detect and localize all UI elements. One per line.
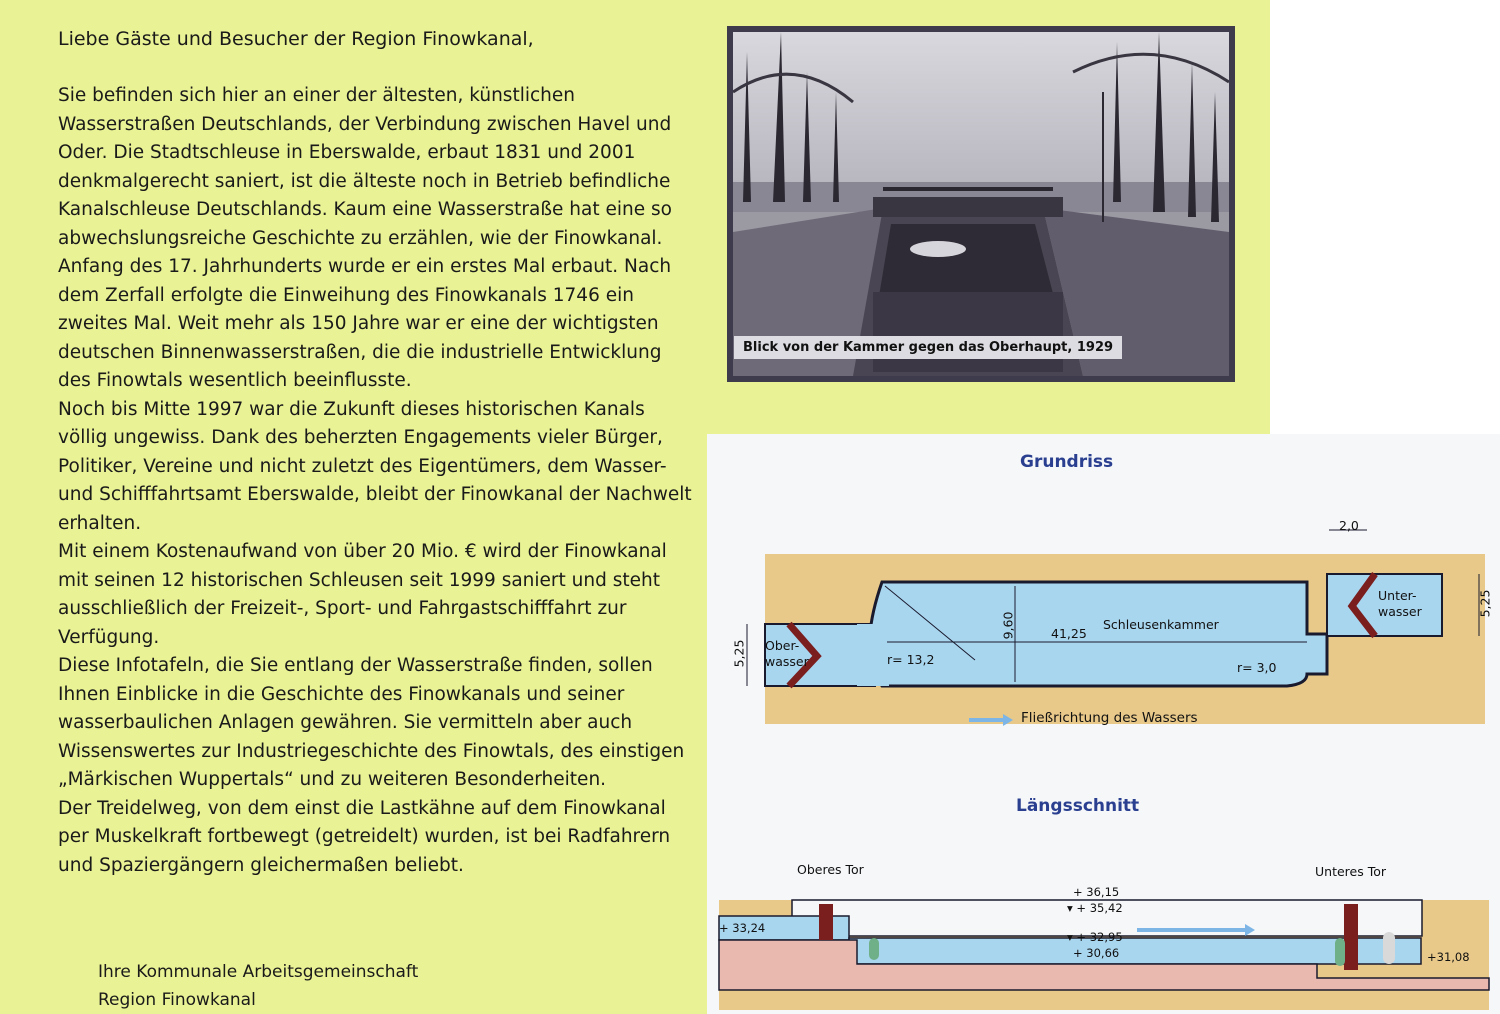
- radius-small-label: r= 3,0: [1237, 660, 1277, 675]
- level-label-3: ▾ + 32,95: [1067, 930, 1123, 944]
- photo-caption: Blick von der Kammer gegen das Oberhaupt, 1929: [734, 336, 1122, 359]
- signature: [98, 958, 418, 1014]
- paragraph-infoboards: Diese Infotafeln, die Sie entlang der Wasserstraße finden, sollen Ihnen Einblicke in die Geschichte des Finowkanals und seiner wasserbaulichen Anlagen gewähren. Sie vermitteln aber auch Wissenswertes zur Industriegeschichte des Finowtals, des einstigen „Märkischen Wuppertals“ und zu weiteren Besonderheiten.: [58, 655, 685, 790]
- chamber-label: Schleusenkammer: [1103, 617, 1219, 632]
- paragraph-intro: Sie befinden sich hier an einer der ältesten, künstlichen Wasserstraßen Deutschlands, der Verbindung zwischen Havel und Oder. Die Stadtschleuse in Eberswalde, erbaut 1831 und 2001 denkmalgerecht saniert, ist die älteste noch in Betrieb befindliche Kanalschleuse Deutschlands. Kaum eine Wasserstraße hat eine so abwechslungsreiche Geschichte zu erzählen, wie der Finowkanal.: [58, 85, 672, 249]
- oberwasser-label-1: Ober-: [765, 638, 800, 653]
- lower-gate-label: Unteres Tor: [1315, 864, 1387, 879]
- greeting: Liebe Gäste und Besucher der Region Finowkanal,: [58, 28, 534, 50]
- level-label-4: + 30,66: [1073, 946, 1120, 960]
- radius-large-label: r= 13,2: [887, 652, 935, 667]
- plan-chamber-neck: [857, 624, 889, 686]
- paragraph-restoration: Mit einem Kostenaufwand von über 20 Mio. € wird der Finowkanal mit seinen 12 historischen Schleusen seit 1999 saniert und steht ausschließlich der Freizeit-, Sport- und Fahrgastschifffahrt zur Verfügung.: [58, 541, 667, 648]
- level-label-left: + 33,24: [719, 921, 766, 935]
- left-width-label: 5,25: [731, 639, 747, 668]
- signature-line-1: Ihre Kommunale Arbeitsgemeinschaft: [98, 962, 419, 982]
- upper-gate-label: Oberes Tor: [797, 862, 864, 877]
- signature-line-2: Region Finowkanal: [98, 990, 256, 1010]
- body-text: [58, 82, 698, 880]
- lock-diagram-panel: [707, 434, 1500, 1014]
- laengsschnitt-title: Längsschnitt: [1016, 796, 1140, 816]
- lower-gate-section: [1344, 904, 1358, 970]
- upper-valve-section: [869, 938, 879, 960]
- chamber-width-label: 9,60: [1000, 611, 1016, 640]
- level-label-2: ▾ + 35,42: [1067, 901, 1123, 915]
- paragraph-history: Anfang des 17. Jahrhunderts wurde er ein erstes Mal erbaut. Nach dem Zerfall erfolgte die Einweihung des Finowkanals 1746 ein zweites Mal. Weit mehr als 150 Jahre war er eine der wichtigsten deutschen Binnenwasserstraßen, die die industrielle Entwicklung des Finowtals wesentlich beeinflusste.: [58, 256, 672, 391]
- chamber-length-label: 41,25: [1051, 626, 1087, 641]
- paragraph-rescue: Noch bis Mitte 1997 war die Zukunft dieses historischen Kanals völlig ungewiss. Dank des beherzten Engagements vieler Bürger, Politiker, Vereine und nicht zuletzt des Eigentümers, dem Wasser- und Schifffahrtsamt Eberswalde, bleibt der Finowkanal der Nachwelt erhalten.: [58, 398, 692, 534]
- grundriss-title: Grundriss: [1020, 452, 1114, 472]
- lower-culvert-section: [1383, 932, 1395, 964]
- level-label-1: + 36,15: [1073, 885, 1120, 899]
- lock-photo-illustration: [733, 32, 1229, 376]
- historic-photo-frame: [727, 26, 1235, 382]
- flow-legend-label: Fließrichtung des Wassers: [1021, 710, 1198, 726]
- lower-valve-section: [1335, 938, 1345, 966]
- historic-photo: [733, 32, 1229, 376]
- right-width-label: 5,25: [1477, 589, 1493, 618]
- paragraph-towpath: Der Treidelweg, von dem einst die Lastkähne auf dem Finowkanal per Muskelkraft fortbewegt (getreidelt) wurden, ist bei Radfahrern und Spaziergängern gleichermaßen beliebt.: [58, 797, 671, 876]
- unterwasser-label-1: Unter-: [1378, 588, 1417, 603]
- level-label-right: +31,08: [1427, 950, 1470, 964]
- oberwasser-label-2: wasser: [765, 654, 809, 669]
- gate-offset-label: 2,0: [1339, 518, 1359, 533]
- unterwasser-label-2: wasser: [1378, 604, 1422, 619]
- upper-gate-section: [819, 904, 833, 940]
